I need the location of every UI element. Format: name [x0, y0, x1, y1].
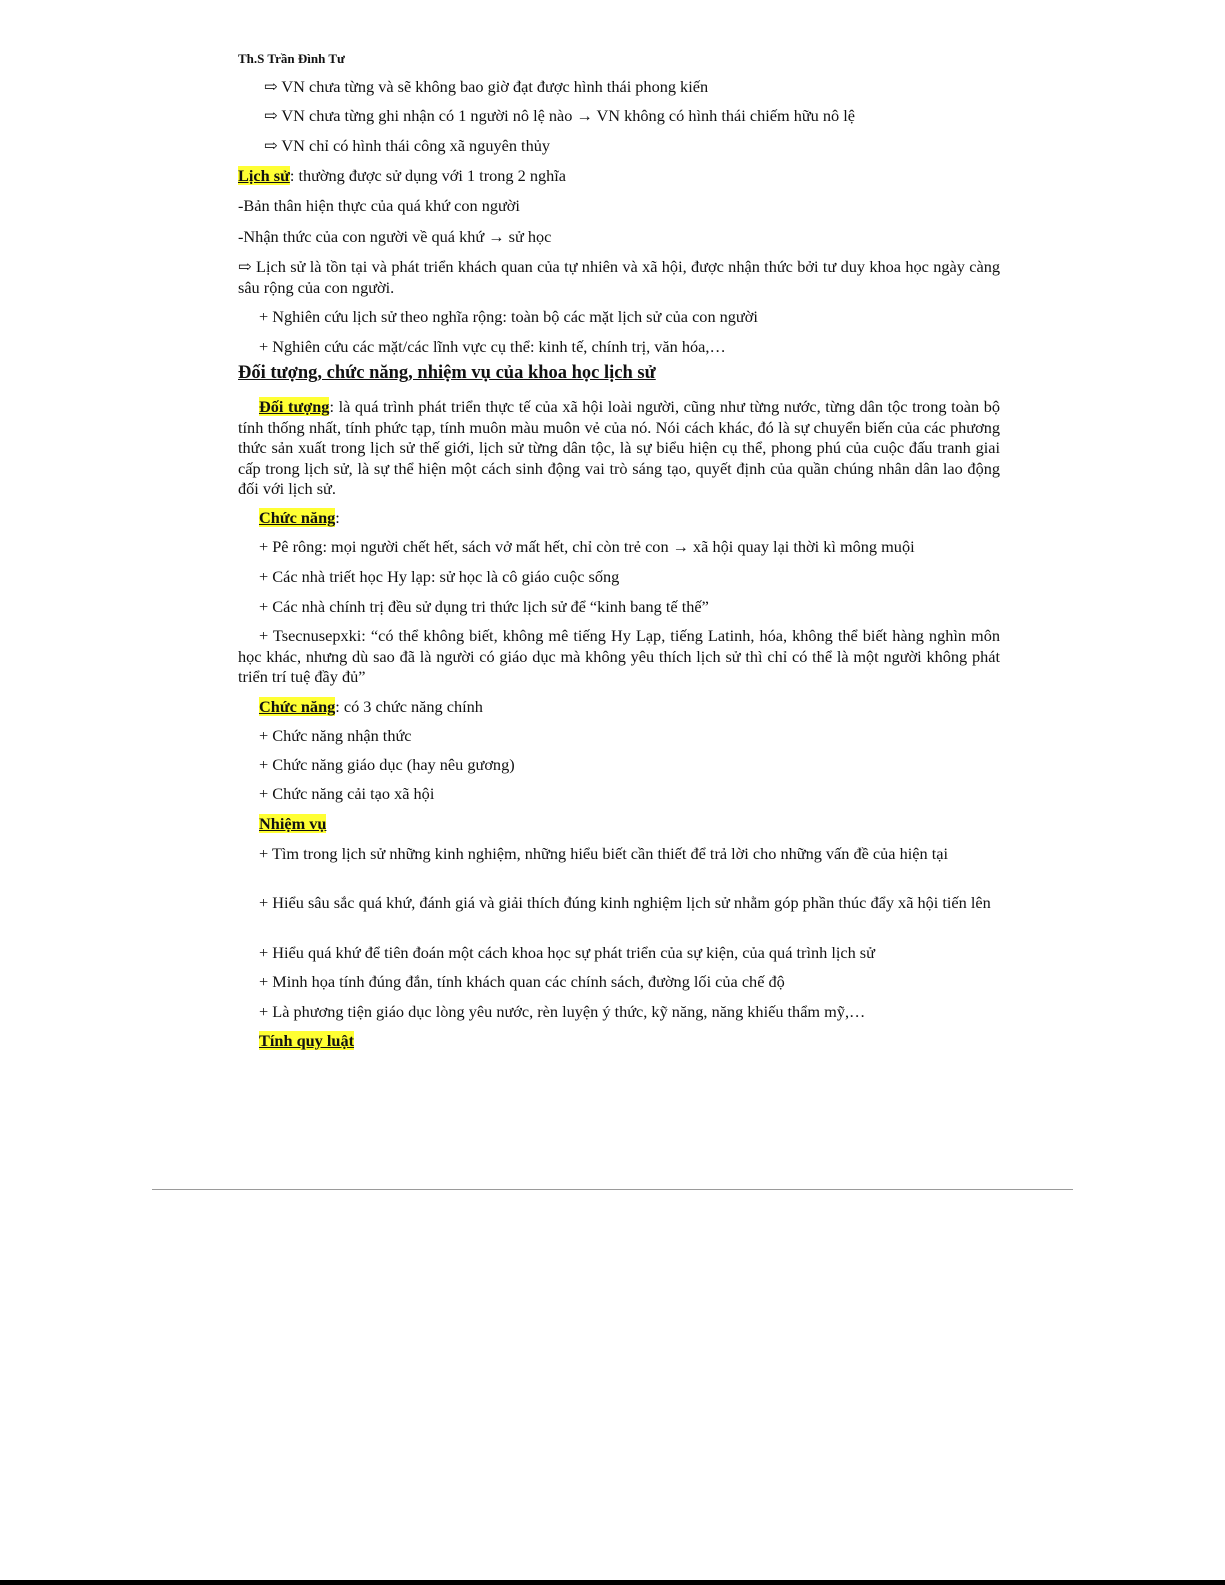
lich-su-definition [238, 166, 566, 187]
nhiem-vu-item-5: + Là phương tiện giáo dục lòng yêu nước, rèn luyện ý thức, kỹ năng, năng khiếu thẩm mỹ,… [259, 1002, 866, 1021]
term-doi-tuong: Đối tượng [259, 397, 330, 416]
chuc-nang-heading-1 [259, 508, 340, 529]
quote-text: + Tsecnusepxki: “có thể không biết, không mê tiếng Hy Lạp, tiếng Latinh, hóa, không thể biết hàng nghìn môn học khác, nhưng dù sao đã là người có giáo dục mà không yêu thích lịch sử thì chỉ có thể là một người không phát triển trí tuệ đầy đủ” [238, 626, 1000, 686]
doi-tuong-paragraph [238, 397, 1000, 500]
list-item: + Chức năng nhận thức [259, 726, 412, 745]
page-divider [152, 1189, 1073, 1190]
nhiem-vu-item-3: + Hiểu quá khứ để tiên đoán một cách khoa học sự phát triển của sự kiện, của quá trình lịch sử [259, 943, 875, 962]
lich-su-scope-1: + Nghiên cứu lịch sử theo nghĩa rộng: toàn bộ các mặt lịch sử của con người [259, 307, 758, 326]
item-text: + Hiểu sâu sắc quá khứ, đánh giá và giải thích đúng kinh nghiệm lịch sử nhằm góp phần thúc đẩy xã hội tiến lên [259, 893, 991, 912]
nhiem-vu-item-1 [238, 844, 1000, 865]
term-nhiem-vu: Nhiệm vụ [259, 814, 327, 833]
list-item: + Các nhà chính trị đều sử dụng tri thức lịch sử để “kinh bang tế thế” [259, 597, 709, 616]
tinh-quy-luat-heading [259, 1031, 354, 1052]
lich-su-scope-2: + Nghiên cứu các mặt/các lĩnh vực cụ thể: kinh tế, chính trị, văn hóa,… [259, 337, 726, 356]
section-heading: Đối tượng, chức năng, nhiệm vụ của khoa học lịch sử [238, 363, 656, 383]
nhiem-vu-item-4: + Minh họa tính đúng đắn, tính khách quan các chính sách, đường lối của chế độ [259, 972, 785, 991]
term-tinh-quy-luat: Tính quy luật [259, 1031, 355, 1050]
lich-su-meaning-2: -Nhận thức của con người về quá khứ → sử học [238, 227, 552, 246]
list-item: + Pê rông: mọi người chết hết, sách vở mất hết, chỉ còn trẻ con → xã hội quay lại thời kì mông muội [259, 537, 915, 556]
list-item: + Các nhà triết học Hy lạp: sử học là cô giáo cuộc sống [259, 567, 620, 586]
list-item: ⇨ VN chưa từng ghi nhận có 1 người nô lệ nào → VN không có hình thái chiếm hữu nô lệ [264, 106, 855, 125]
chuc-nang-colon: : [335, 508, 340, 527]
list-item: + Chức năng giáo dục (hay nêu gương) [259, 755, 515, 774]
doi-tuong-text: : là quá trình phát triển thực tế của xã hội loài người, cũng như từng nước, từng dân tộc trong toàn bộ tính thống nhất, tính phức tạp, tính muôn màu muôn vẻ của nó. Nói cách khác, đó là sự chuyển biến của các phương thức sản xuất trong lịch sử thế giới, lịch sử từng dân tộc, là sự biểu hiện cụ thể, phong phú của cuộc đấu tranh giai cấp trong lịch sử, là sự thể hiện một cách sinh động vai trò sáng tạo, quyết định của quần chúng nhân dân lao động đối với lịch sử. [238, 397, 1000, 498]
term-chuc-nang: Chức năng [259, 697, 336, 716]
nhiem-vu-heading [259, 814, 326, 835]
lich-su-meaning-1: -Bản thân hiện thực của quá khứ con người [238, 196, 520, 215]
page-bottom-edge [0, 1580, 1225, 1585]
term-lich-su: Lịch sử [238, 166, 290, 185]
chuc-nang-rest: : có 3 chức năng chính [335, 697, 483, 716]
nhiem-vu-item-2 [238, 893, 1000, 914]
item-text: + Tìm trong lịch sử những kinh nghiệm, những hiểu biết cần thiết để trả lời cho những vấn đề của hiện tại [259, 844, 948, 863]
term-chuc-nang: Chức năng [259, 508, 336, 527]
lich-su-rest: : thường được sử dụng với 1 trong 2 nghĩa [289, 166, 566, 185]
chuc-nang-heading-2 [259, 697, 483, 718]
lich-su-conclusion: ⇨ Lịch sử là tồn tại và phát triển khách quan của tự nhiên và xã hội, được nhận thức bởi tư duy khoa học ngày càng sâu rộng của con người. [238, 257, 1000, 297]
tsecnusepxki-quote [238, 626, 1000, 688]
list-item: + Chức năng cải tạo xã hội [259, 784, 435, 803]
list-item: ⇨ VN chưa từng và sẽ không bao giờ đạt được hình thái phong kiến [264, 77, 709, 96]
page-header-author: Th.S Trần Đình Tư [238, 51, 345, 66]
list-item: ⇨ VN chỉ có hình thái công xã nguyên thủy [264, 136, 551, 155]
